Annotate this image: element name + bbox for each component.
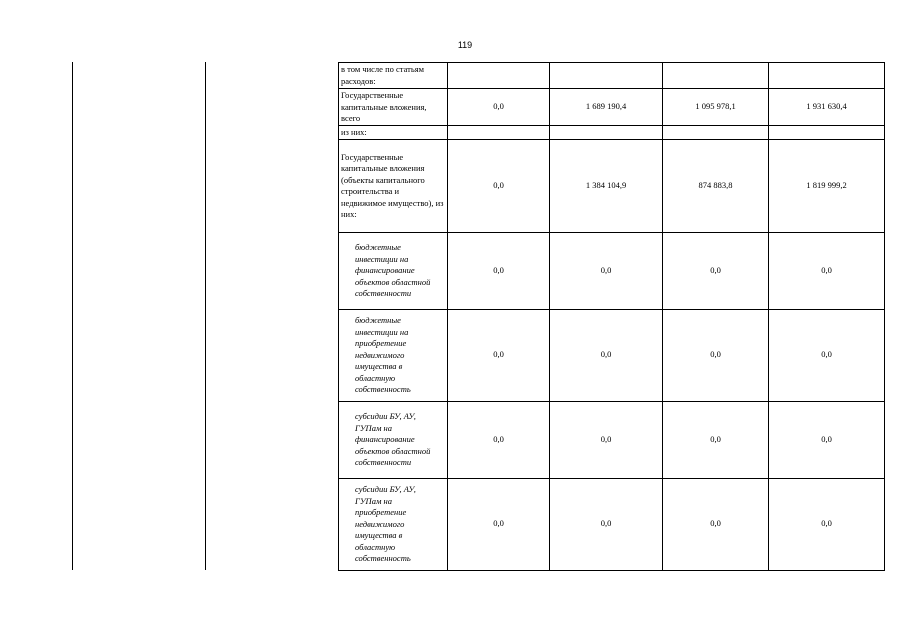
table-row-capital-construction bbox=[339, 139, 885, 232]
row-label: в том числе по статьям расходов: bbox=[339, 63, 448, 89]
row-label: бюджетные инвестиции на приобретение недвижимого имущества в областную собственность bbox=[339, 309, 448, 401]
value-cell bbox=[769, 126, 885, 140]
value-cell: 0,0 bbox=[663, 478, 769, 570]
value-cell: 0,0 bbox=[550, 309, 663, 401]
value-cell: 874 883,8 bbox=[663, 139, 769, 232]
table-row-capital-investments-total bbox=[339, 89, 885, 126]
value-cell: 1 384 104,9 bbox=[550, 139, 663, 232]
value-cell: 0,0 bbox=[550, 401, 663, 478]
value-cell: 0,0 bbox=[448, 232, 550, 309]
value-cell: 1 931 630,4 bbox=[769, 89, 885, 126]
table-row-subsidies-property bbox=[339, 478, 885, 570]
value-cell: 0,0 bbox=[448, 309, 550, 401]
value-cell: 0,0 bbox=[448, 478, 550, 570]
table-row-expense-items bbox=[339, 63, 885, 89]
row-label: Государственные капитальные вложения, всего bbox=[339, 89, 448, 126]
value-cell bbox=[550, 63, 663, 89]
value-cell: 0,0 bbox=[550, 478, 663, 570]
value-cell bbox=[663, 126, 769, 140]
row-label: из них: bbox=[339, 126, 448, 140]
row-label: субсидии БУ, АУ, ГУПам на финансирование объектов областной собственности bbox=[339, 401, 448, 478]
value-cell: 0,0 bbox=[550, 232, 663, 309]
page-number: 119 bbox=[457, 40, 473, 50]
value-cell: 1 689 190,4 bbox=[550, 89, 663, 126]
value-cell: 0,0 bbox=[448, 139, 550, 232]
value-cell bbox=[769, 63, 885, 89]
second-column-border bbox=[205, 62, 206, 570]
row-label: Государственные капитальные вложения (объекты капитального строительства и недвижимое имущество), из них: bbox=[339, 139, 448, 232]
value-cell: 1 095 978,1 bbox=[663, 89, 769, 126]
value-cell: 0,0 bbox=[663, 309, 769, 401]
row-label: субсидии БУ, АУ, ГУПам на приобретение недвижимого имущества в областную собственность bbox=[339, 478, 448, 570]
value-cell: 1 819 999,2 bbox=[769, 139, 885, 232]
left-column-border bbox=[72, 62, 73, 570]
value-cell: 0,0 bbox=[769, 309, 885, 401]
value-cell bbox=[663, 63, 769, 89]
table-row-budget-investments-property bbox=[339, 309, 885, 401]
table-row-of-them bbox=[339, 126, 885, 140]
value-cell bbox=[448, 63, 550, 89]
value-cell bbox=[550, 126, 663, 140]
table-row-budget-investments-objects bbox=[339, 232, 885, 309]
value-cell: 0,0 bbox=[769, 478, 885, 570]
value-cell: 0,0 bbox=[663, 232, 769, 309]
value-cell bbox=[448, 126, 550, 140]
budget-table bbox=[338, 62, 885, 571]
value-cell: 0,0 bbox=[448, 401, 550, 478]
value-cell: 0,0 bbox=[769, 401, 885, 478]
value-cell: 0,0 bbox=[663, 401, 769, 478]
value-cell: 0,0 bbox=[769, 232, 885, 309]
value-cell: 0,0 bbox=[448, 89, 550, 126]
table-row-subsidies-objects bbox=[339, 401, 885, 478]
row-label: бюджетные инвестиции на финансирование объектов областной собственности bbox=[339, 232, 448, 309]
